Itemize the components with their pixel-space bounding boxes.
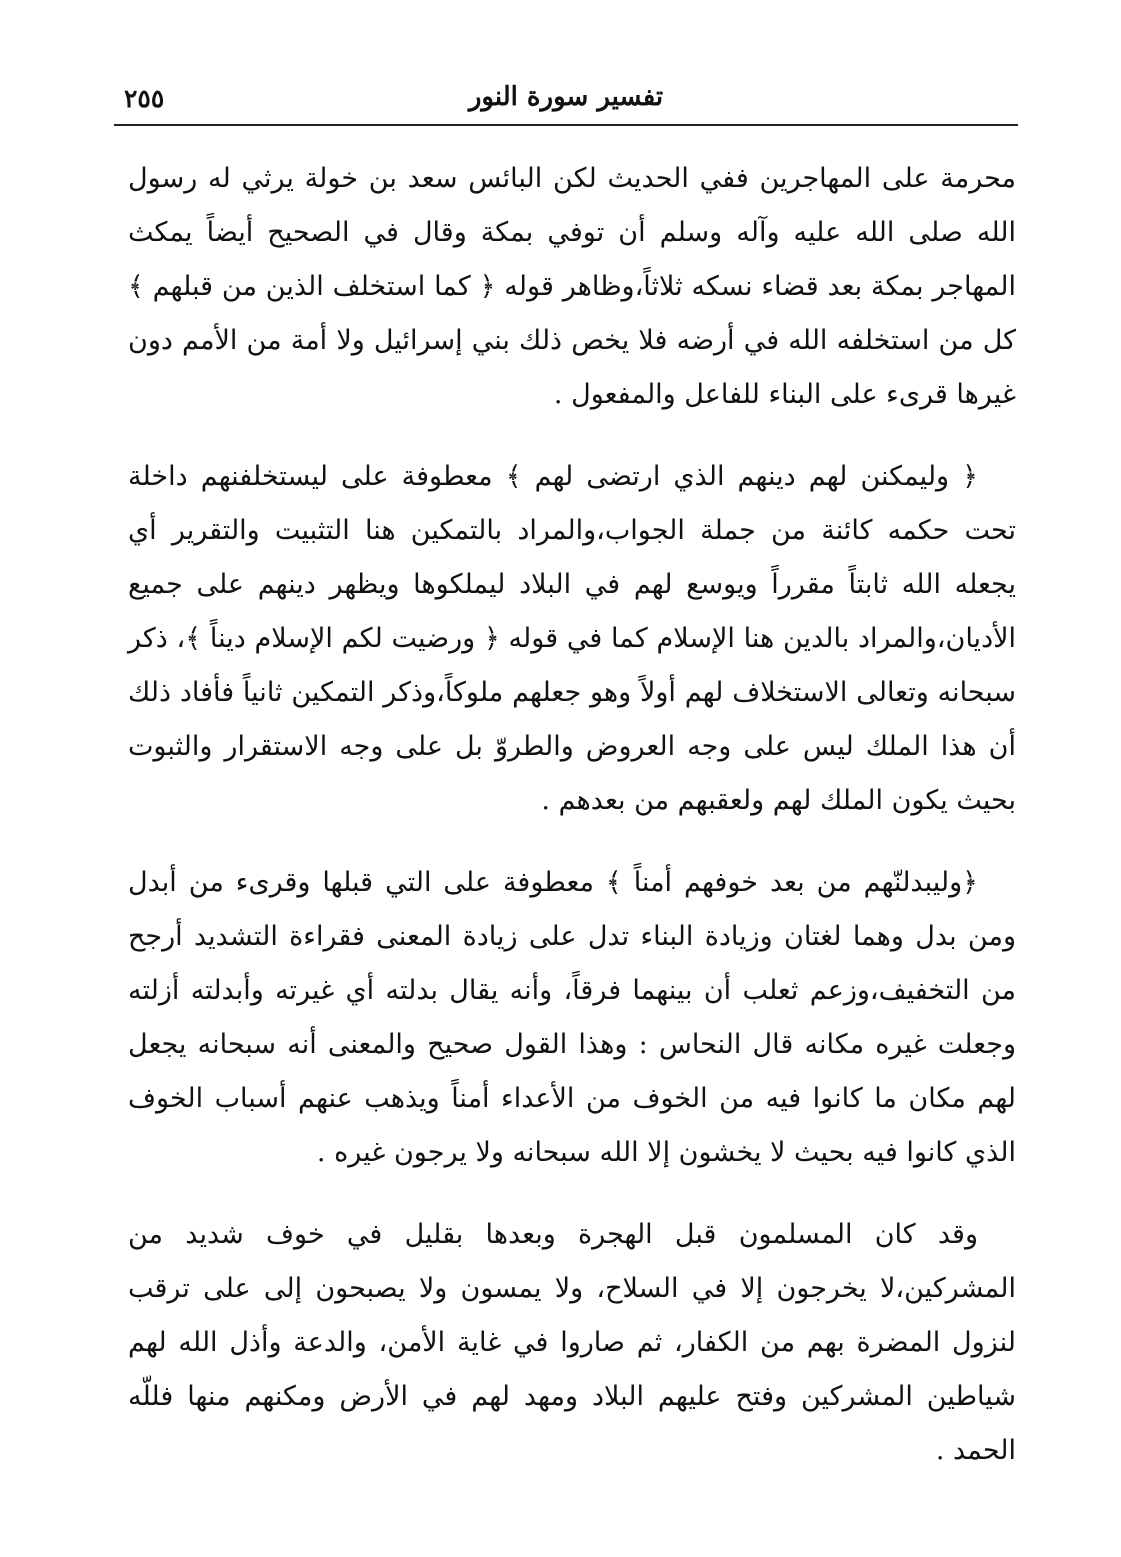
paragraph: ﴿وليبدلنّهم من بعد خوفهم أمناً ﴾ معطوفة على التي قبلها وقرىء من أبدل ومن بدل وهما لغتان وزيادة البناء تدل على زيادة المعنى فقراءة التشديد أرجح من التخفيف،وزعم ثعلب أن بينهما فرقاً، وأنه يقال بدلته أي غيرته وأبدلته أزلته وجعلت غيره مكانه قال النحاس : وهذا القول صحيح والمعنى أنه سبحانه يجعل لهم مكان ما كانوا فيه من الخوف من الأعداء أمناً ويذهب عنهم أسباب الخوف الذي كانوا فيه بحيث لا يخشون إلا الله سبحانه ولا يرجون غيره . — [128, 867, 1016, 1168]
body-text — [128, 152, 1016, 1506]
chapter-title: تفسير سورة النور — [468, 82, 664, 112]
page-number: ٢٥٥ — [124, 84, 165, 113]
paragraph: محرمة على المهاجرين ففي الحديث لكن البائس سعد بن خولة يرثي له رسول الله صلى الله عليه وآله وسلم أن توفي بمكة وقال في الصحيح أيضاً يمكث المهاجر بمكة بعد قضاء نسكه ثلاثاً،وظاهر قوله ﴿ كما استخلف الذين من قبلهم ﴾ كل من استخلفه الله في أرضه فلا يخص ذلك بني إسرائيل ولا أمة من الأمم دون غيرها قرىء على البناء للفاعل والمفعول . — [128, 163, 1016, 410]
paragraph: وقد كان المسلمون قبل الهجرة وبعدها بقليل في خوف شديد من المشركين،لا يخرجون إلا في السلاح، ولا يمسون ولا يصبحون إلى على ترقب لنزول المضرة بهم من الكفار، ثم صاروا في غاية الأمن، والدعة وأذل الله لهم شياطين المشركين وفتح عليهم البلاد ومهد لهم في الأرض ومكنهم منها فللّه الحمد . — [128, 1219, 1016, 1466]
paragraph: ﴿ وليمكنن لهم دينهم الذي ارتضى لهم ﴾ معطوفة على ليستخلفنهم داخلة تحت حكمه كائنة من جملة الجواب،والمراد بالتمكين هنا التثبيت والتقرير أي يجعله الله ثابتاً مقرراً ويوسع لهم في البلاد ليملكوها ويظهر دينهم على جميع الأديان،والمراد بالدين هنا الإسلام كما في قوله ﴿ ورضيت لكم الإسلام ديناً ﴾، ذكر سبحانه وتعالى الاستخلاف لهم أولاً وهو جعلهم ملوكاً،وذكر التمكين ثانياً فأفاد ذلك أن هذا الملك ليس على وجه العروض والطروّ بل على وجه الاستقرار والثبوت بحيث يكون الملك لهم ولعقبهم من بعدهم . — [128, 461, 1016, 816]
running-header — [114, 78, 1018, 126]
